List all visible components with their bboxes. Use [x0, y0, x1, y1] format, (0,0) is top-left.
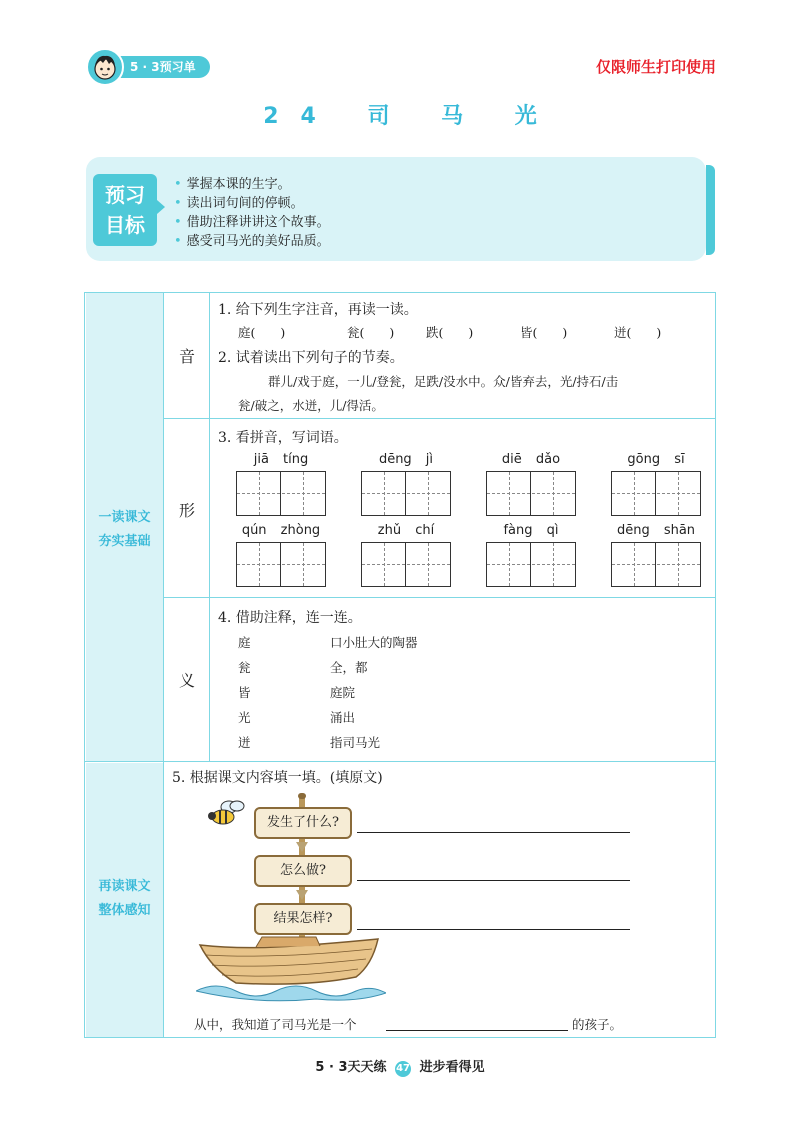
table-divider [163, 292, 164, 1038]
table-divider [163, 418, 716, 419]
series-badge-label: 5 · 3预习单 [108, 56, 210, 78]
pinyin-label: zhǔ chí [377, 523, 435, 538]
writing-grid[interactable] [611, 471, 701, 516]
section2-label-line1: 再读课文 [98, 879, 151, 894]
goal-item: • 借助注释讲讲这个故事。 [184, 213, 330, 232]
writing-grid[interactable] [361, 542, 451, 587]
down-arrow-icon [296, 890, 308, 900]
exercise-table [84, 292, 716, 1038]
table-divider [163, 597, 716, 598]
writing-grid[interactable] [361, 471, 451, 516]
boy-avatar-icon [86, 48, 124, 86]
conclusion-suffix: 的孩子。 [572, 1017, 623, 1032]
bee-icon [203, 797, 247, 835]
section1-label [86, 506, 163, 554]
answer-line-result[interactable] [357, 929, 630, 930]
rhythm-sentence-line1: 群儿/戏于庭，一儿/登瓮，足跌/没水中。众/皆弃去，光/持石/击 [268, 374, 619, 389]
pinyin-label: dēng jì [378, 452, 434, 467]
pinyin-label: jiā tíng [253, 452, 309, 467]
match-right-item[interactable]: 口小肚大的陶器 [330, 635, 418, 650]
goals-label [93, 174, 157, 246]
boat-icon [196, 935, 386, 1009]
sign-how: 怎么做? [254, 855, 352, 887]
match-right-item[interactable]: 全，都 [330, 660, 368, 675]
char-pinyin-5[interactable]: 迸( ) [614, 325, 662, 340]
goals-list [184, 175, 330, 251]
char-pinyin-3[interactable]: 跌( ) [426, 325, 474, 340]
pinyin-label: diē dǎo [501, 452, 561, 467]
char-pinyin-2[interactable]: 瓮( ) [347, 325, 395, 340]
row-label-sound: 音 [178, 347, 195, 366]
rhythm-sentence-line2: 瓮/破之，水迸，儿/得活。 [238, 398, 384, 413]
answer-line-what[interactable] [357, 832, 630, 833]
char-pinyin-4[interactable]: 皆( ) [520, 325, 568, 340]
char-pinyin-1[interactable]: 庭( ) [238, 325, 286, 340]
sign-what-happened: 发生了什么? [254, 807, 352, 839]
match-left-item[interactable]: 瓮 [238, 660, 251, 675]
match-left-item[interactable]: 迸 [238, 735, 251, 750]
question-5: 5. 根据课文内容填一填。(填原文) [172, 770, 383, 786]
writing-grid[interactable] [611, 542, 701, 587]
question-1: 1. 给下列生字注音，再读一读。 [218, 302, 418, 318]
goal-item: • 掌握本课的生字。 [184, 175, 330, 194]
row-label-shape: 形 [178, 501, 195, 520]
match-left-item[interactable]: 庭 [238, 635, 251, 650]
match-left-item[interactable]: 皆 [238, 685, 251, 700]
pinyin-label: dēng shān [616, 523, 696, 538]
writing-grid[interactable] [486, 542, 576, 587]
signpost-cap [298, 793, 306, 799]
pinyin-label: gōng sī [627, 452, 685, 467]
match-right-item[interactable]: 指司马光 [330, 735, 381, 750]
lesson-title: 24 司 马 光 [263, 104, 559, 129]
table-divider [84, 761, 716, 762]
goal-item: • 感受司马光的美好品质。 [184, 232, 330, 251]
print-notice: 仅限师生打印使用 [595, 58, 716, 76]
match-right-item[interactable]: 涌出 [330, 710, 356, 725]
section2-label-line2: 整体感知 [98, 903, 151, 918]
page-footer [0, 1056, 800, 1077]
series-badge [86, 48, 210, 82]
pinyin-label: qún zhòng [241, 523, 321, 538]
down-arrow-icon [296, 842, 308, 852]
writing-grid[interactable] [486, 471, 576, 516]
sign-result: 结果怎样? [254, 903, 352, 935]
question-4: 4. 借助注释，连一连。 [218, 610, 362, 626]
row-label-meaning: 义 [178, 671, 195, 690]
footer-slogan: 进步看得见 [419, 1060, 485, 1075]
goals-label-line1: 预习 [105, 183, 145, 207]
answer-line-how[interactable] [357, 880, 630, 881]
question-3: 3. 看拼音，写词语。 [218, 430, 348, 446]
writing-grid[interactable] [236, 471, 326, 516]
section1-label-line2: 夯实基础 [98, 534, 151, 549]
footer-series: 5 · 3天天练 [315, 1060, 387, 1075]
match-left-item[interactable]: 光 [238, 710, 251, 725]
goals-label-notch [157, 200, 165, 214]
match-right-item[interactable]: 庭院 [330, 685, 356, 700]
goals-box-tab [706, 165, 715, 255]
goals-label-line2: 目标 [105, 213, 145, 237]
conclusion-prefix: 从中，我知道了司马光是一个 [194, 1017, 357, 1032]
page-number: 47 [395, 1061, 411, 1077]
section2-label [86, 875, 163, 923]
goal-item: • 读出词句间的停顿。 [184, 194, 330, 213]
writing-grid[interactable] [236, 542, 326, 587]
section1-label-line1: 一读课文 [98, 510, 151, 525]
answer-line-conclusion[interactable] [386, 1030, 568, 1031]
pinyin-label: fàng qì [503, 523, 559, 538]
question-2: 2. 试着读出下列句子的节奏。 [218, 350, 404, 366]
